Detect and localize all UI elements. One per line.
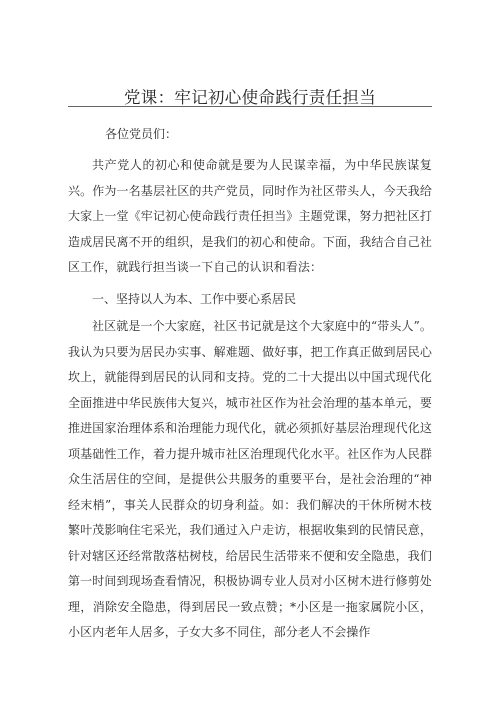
title-underline (68, 106, 432, 107)
salutation: 各位党员们： (105, 127, 178, 141)
intro-paragraph: 共产党人的初心和使命就是要为人民谋幸福，为中华民族谋复兴。作为一名基层社区的共产党员，同时作为社区带头人，今天我给大家上一堂《牢记初心使命践行责任担当》主题党课，努力把社区打造成居民离不开的组织，是我们的初心和使命。下面，我结合自己社区工作，就践行担当谈一下自己的认识和看法： (68, 158, 432, 274)
section-paragraph: 社区就是一个大家庭，社区书记就是这个大家庭中的“带头人”。我认为只要为居民办实事、解难题、做好事，把工作真正做到居民心坎上，就能得到居民的认同和支持。党的二十大提出以中国式现代化全面推进中华民族伟大复兴，城市社区作为社会治理的基本单元，要推进国家治理体系和治理能力现代化，就必须抓好基层治理现代化这项基础性工作，着力提升城市社区治理现代化水平。社区作为人民群众生活居住的空间，是提供公共服务的重要平台，是社会治理的“神经末梢”，事关人民群众的切身利益。如：我们解决的干休所树木枝繁叶茂影响住宅采光，我们通过入户走访，根据收集到的民情民意，针对辖区还经常散落枯树枝，给居民生活带来不便和安全隐患，我们第一时间到现场查看情况，积极协调专业人员对小区树木进行修剪处理，消除安全隐患，得到居民一致点赞；*小区是一拖家属院小区，小区内老年人居多，子女大多不同住，部分老人不会操作 (68, 319, 432, 639)
section-heading: 一、坚持以人为本、工作中要心系居民 (92, 292, 297, 306)
document-title: 党课：牢记初心使命践行责任担当 (124, 88, 376, 107)
